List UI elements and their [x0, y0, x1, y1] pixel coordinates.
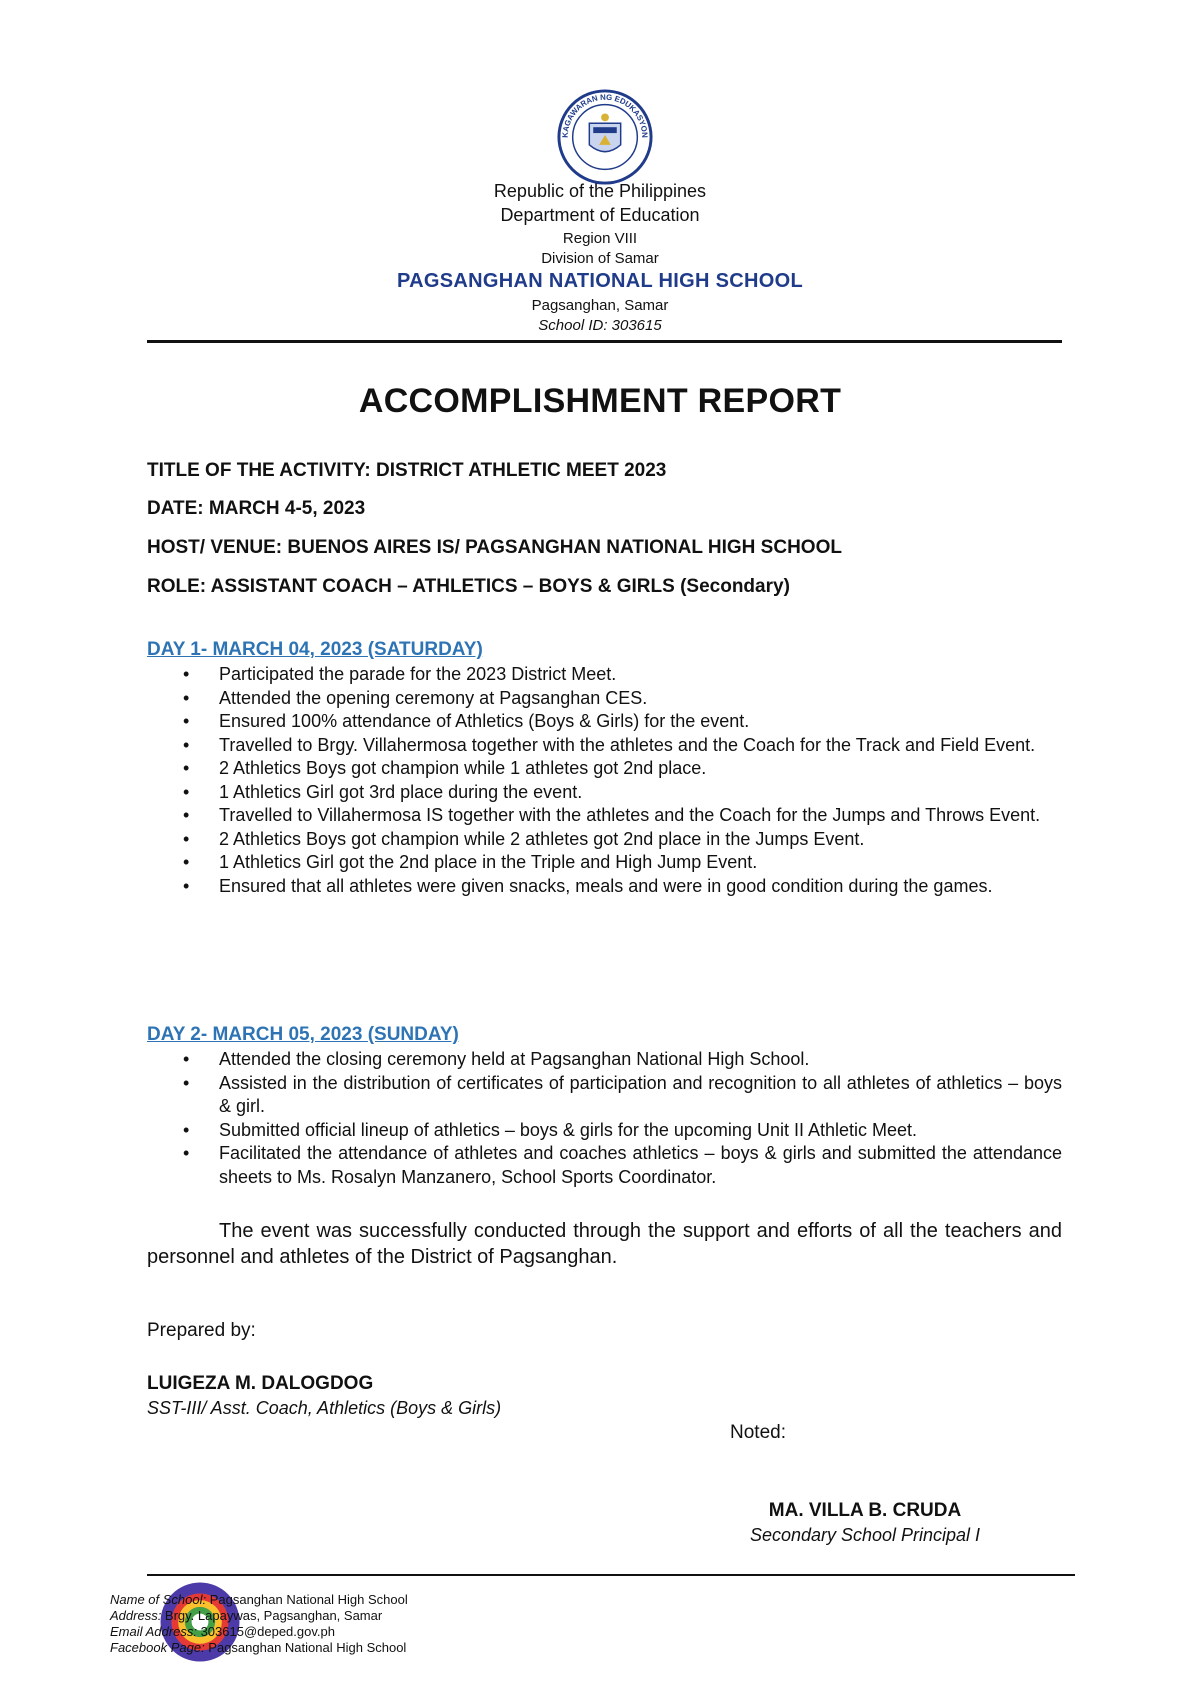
school-name: PAGSANGHAN NATIONAL HIGH SCHOOL [397, 270, 803, 292]
activity-title: TITLE OF THE ACTIVITY: DISTRICT ATHLETIC MEET 2023 [147, 460, 667, 481]
header-region: Region VIII [562, 230, 638, 247]
header-division: Division of Samar [541, 250, 659, 267]
svg-text:KAGAWARAN NG EDUKASYON: KAGAWARAN NG EDUKASYON [560, 92, 650, 138]
deped-seal-icon [556, 88, 654, 186]
list-item: • 1 Athletics Girl got 3rd place during the event. [147, 781, 1062, 805]
noted-label: Noted: [730, 1422, 786, 1443]
prepared-by-label: Prepared by: [147, 1320, 256, 1341]
activity-date: DATE: MARCH 4-5, 2023 [147, 498, 366, 519]
report-title: ACCOMPLISHMENT REPORT [358, 382, 842, 420]
day2-list [147, 1048, 1062, 1189]
list-item: • Travelled to Villahermosa IS together with the athletes and the Coach for the Jumps and Throws Event. [147, 804, 1062, 828]
footer-info [110, 1592, 408, 1656]
day2-heading: DAY 2- MARCH 05, 2023 (SUNDAY) [147, 1024, 459, 1045]
day1-heading: DAY 1- MARCH 04, 2023 (SATURDAY) [147, 639, 483, 660]
footer-divider [147, 1574, 1075, 1576]
preparer-role: SST-III/ Asst. Coach, Athletics (Boys & Girls) [147, 1398, 502, 1418]
list-item: • Submitted official lineup of athletics – boys & girls for the upcoming Unit II Athletic Meet. [147, 1119, 1062, 1143]
list-item: • Ensured 100% attendance of Athletics (Boys & Girls) for the event. [147, 710, 1062, 734]
footer-school-name: Name of School: Pagsanghan National High School [110, 1592, 408, 1607]
principal-name: MA. VILLA B. CRUDA [768, 1500, 962, 1521]
list-item: • Assisted in the distribution of certificates of participation and recognition to all athletes of athletics – boys & girl. [147, 1072, 1062, 1119]
header-republic: Republic of the Philippines [493, 181, 707, 201]
activity-role: ROLE: ASSISTANT COACH – ATHLETICS – BOYS & GIRLS (Secondary) [147, 576, 790, 597]
list-item: • Attended the opening ceremony at Pagsanghan CES. [147, 687, 1062, 711]
header-divider [147, 340, 1062, 343]
footer-facebook: Facebook Page: Pagsanghan National High School [110, 1640, 407, 1655]
closing-paragraph: The event was successfully conducted through the support and efforts of all the teachers and personnel and athletes of the District of Pagsanghan. [147, 1220, 1062, 1268]
school-address: Pagsanghan, Samar [531, 297, 669, 314]
list-item: • Ensured that all athletes were given snacks, meals and were in good condition during the games. [147, 875, 1062, 899]
day1-list [147, 663, 1062, 898]
list-item: • 2 Athletics Boys got champion while 1 athletes got 2nd place. [147, 757, 1062, 781]
activity-venue: HOST/ VENUE: BUENOS AIRES IS/ PAGSANGHAN NATIONAL HIGH SCHOOL [147, 537, 842, 558]
list-item: • 1 Athletics Girl got the 2nd place in the Triple and High Jump Event. [147, 851, 1062, 875]
footer-address: Address: Brgy. Lapaywas, Pagsanghan, Samar [110, 1608, 383, 1623]
header-department: Department of Education [500, 205, 700, 225]
list-item: • 2 Athletics Boys got champion while 2 athletes got 2nd place in the Jumps Event. [147, 828, 1062, 852]
principal-role: Secondary School Principal I [749, 1525, 981, 1545]
list-item: • Attended the closing ceremony held at Pagsanghan National High School. [147, 1048, 1062, 1072]
footer-email: Email Address: 303615@deped.gov.ph [110, 1624, 335, 1639]
school-id: School ID: 303615 [538, 317, 662, 334]
list-item: • Participated the parade for the 2023 District Meet. [147, 663, 1062, 687]
list-item: • Travelled to Brgy. Villahermosa together with the athletes and the Coach for the Track and Field Event. [147, 734, 1062, 758]
preparer-name: LUIGEZA M. DALOGDOG [147, 1373, 374, 1394]
list-item: • Facilitated the attendance of athletes and coaches athletics – boys & girls and submitted the attendance sheets to Ms. Rosalyn Manzanero, School Sports Coordinator. [147, 1142, 1062, 1189]
